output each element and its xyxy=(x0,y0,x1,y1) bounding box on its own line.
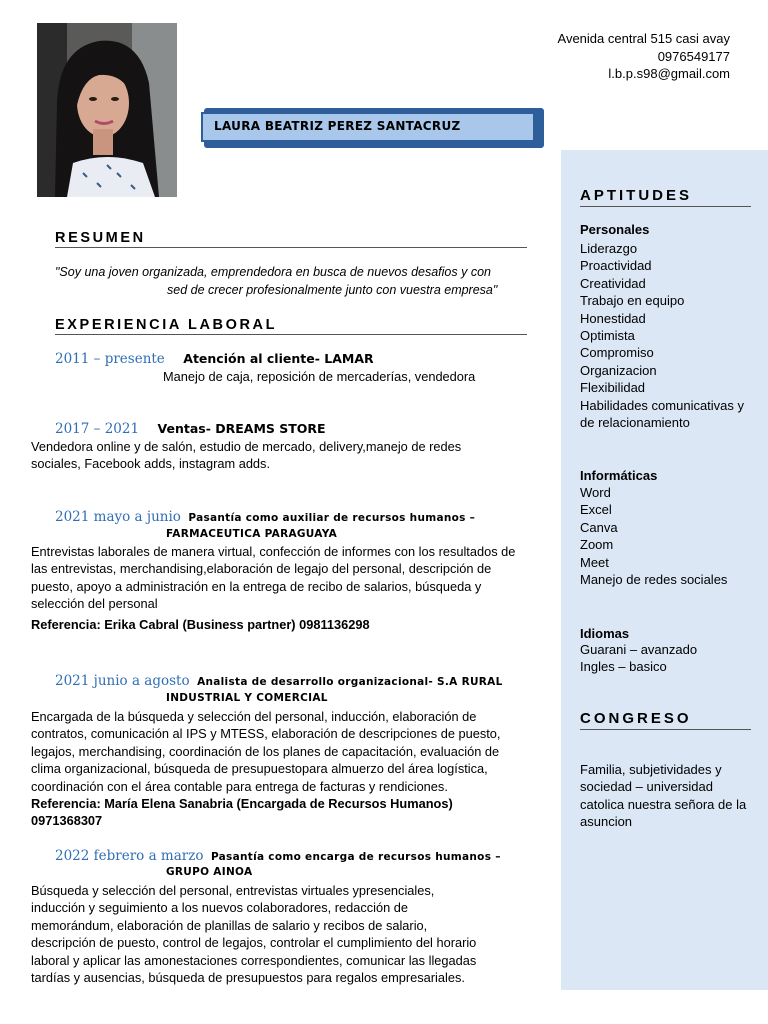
congreso-line: Familia, subjetividades y xyxy=(580,762,722,777)
list-item: Excel xyxy=(580,502,612,518)
resumen-line: sed de crecer profesionalmente junto con vuestra empresa" xyxy=(167,283,498,297)
description-line: Manejo de caja, reposición de mercaderías, vendedora xyxy=(163,369,476,384)
job-title-company: GRUPO AINOA xyxy=(166,866,253,878)
contact-info xyxy=(558,30,730,83)
resumen-quote xyxy=(55,263,525,299)
description-line: laboral y aplicar las amonestaciones correspondientes, comunicar las llegadas xyxy=(31,952,477,968)
job-title: Pasantía como encarga de recursos humanos – xyxy=(210,851,501,863)
description-line: memorándum, elaboración de planillas de salario y recibos de salario, xyxy=(31,917,428,933)
full-name: LAURA BEATRIZ PEREZ SANTACRUZ xyxy=(214,119,461,133)
aptitudes-heading: APTITUDES xyxy=(580,187,751,207)
job-title: Pasantía como auxiliar de recursos humanos – xyxy=(188,512,476,524)
job-reference: Referencia: María Elena Sanabria (Encargada de Recursos Humanos) xyxy=(31,796,453,812)
list-item: Manejo de redes sociales xyxy=(580,572,728,588)
job-date: 2021 mayo a junio xyxy=(55,509,181,525)
description-line: Entrevistas laborales de manera virtual, confección de informes con los resultados de xyxy=(31,544,516,559)
list-item: Canva xyxy=(580,519,618,535)
job-title: Analista de desarrollo organizacional- S.A RURAL xyxy=(197,676,503,688)
job-title-company: INDUSTRIAL Y COMERCIAL xyxy=(166,692,328,704)
congreso-line: sociedad – universidad xyxy=(580,779,713,795)
congreso-heading: CONGRESO xyxy=(580,710,751,730)
experiencia-heading: EXPERIENCIA LABORAL xyxy=(55,317,527,335)
list-item: Flexibilidad xyxy=(580,380,646,396)
description-line: selección del personal xyxy=(31,596,158,612)
list-item: Creatividad xyxy=(580,275,646,291)
description-line: las entrevistas, merchandising,elaboración de legajo del personal, descripción de xyxy=(31,561,492,577)
phone: 0976549177 xyxy=(657,48,730,64)
job-description xyxy=(31,882,476,986)
list-item: Meet xyxy=(580,554,609,570)
job-entry xyxy=(55,420,326,438)
job-title: Ventas- DREAMS STORE xyxy=(157,421,326,436)
idiomas-title: Idiomas xyxy=(580,626,630,641)
description-line: contratos, comunicación al IPS y MTESS, elaboración de descripciones de puesto, xyxy=(31,726,501,742)
list-item: de relacionamiento xyxy=(580,415,690,431)
congreso-line: catolica nuestra señora de la xyxy=(580,796,747,812)
job-title-company: FARMACEUTICA PARAGUAYA xyxy=(166,528,338,540)
address: Avenida central 515 casi avay xyxy=(557,31,730,46)
description-line: legajos, merchandising, coordinación de los planes de capacitación, evaluación de xyxy=(31,743,500,759)
list-item: Trabajo en equipo xyxy=(580,293,685,309)
job-entry xyxy=(55,508,475,526)
job-title: Atención al cliente- LAMAR xyxy=(183,351,374,366)
description-line: Vendedora online y de salón, estudio de mercado, delivery,manejo de redes xyxy=(31,439,462,454)
list-item: Ingles – basico xyxy=(580,659,667,675)
job-entry xyxy=(55,847,501,865)
job-entry xyxy=(55,350,374,368)
description-line: Encargada de la búsqueda y selección del personal, inducción, elaboración de xyxy=(31,709,477,724)
congreso-text xyxy=(580,761,755,831)
portrait-image xyxy=(37,23,177,197)
job-reference: Referencia: Erika Cabral (Business partner) 0981136298 xyxy=(31,616,370,632)
informaticas-list xyxy=(580,484,755,588)
job-entry xyxy=(55,672,503,690)
list-item: Honestidad xyxy=(580,310,646,326)
job-date: 2017 – 2021 xyxy=(55,421,140,437)
job-description xyxy=(31,708,500,830)
description-line: puesto, apoyo a administración en la entrega de recibo de salarios, búsqueda y xyxy=(31,578,482,594)
description-line: tardías y ausencias, búsqueda de presupuestos para regalos empresariales. xyxy=(31,970,465,986)
personales-title: Personales xyxy=(580,222,650,237)
congreso-line: asuncion xyxy=(580,814,633,830)
description-line: coordinación con el área contable para entrega de facturas y rendiciones. xyxy=(31,778,448,794)
list-item: Compromiso xyxy=(580,345,654,361)
job-description xyxy=(31,543,515,633)
description-line: clima organizacional, búsqueda de presupuestopara almuerzo del área logística, xyxy=(31,761,488,777)
job-description xyxy=(163,368,475,385)
description-line: descripción de puesto, control de legajos, controlar el cumplimiento del horario xyxy=(31,935,477,951)
job-date: 2022 febrero a marzo xyxy=(55,848,204,864)
resumen-line: "Soy una joven organizada, emprendedora en busca de nuevos desafios y con xyxy=(55,265,491,279)
list-item: Word xyxy=(580,485,611,500)
list-item: Habilidades comunicativas y xyxy=(580,397,745,413)
list-item: Liderazgo xyxy=(580,241,638,256)
list-item: Proactividad xyxy=(580,258,652,274)
job-reference-phone: 0971368307 xyxy=(31,813,103,829)
list-item: Zoom xyxy=(580,537,614,553)
email: l.b.p.s98@gmail.com xyxy=(608,66,730,81)
name-banner xyxy=(198,108,544,148)
personales-list xyxy=(580,240,755,431)
profile-photo xyxy=(37,23,177,197)
list-item: Optimista xyxy=(580,328,635,344)
job-date: 2011 – presente xyxy=(55,351,165,367)
job-description xyxy=(31,438,461,473)
idiomas-list xyxy=(580,641,755,676)
informaticas-title: Informáticas xyxy=(580,468,658,483)
job-date: 2021 junio a agosto xyxy=(55,673,190,689)
description-line: sociales, Facebook adds, instagram adds. xyxy=(31,456,271,472)
list-item: Guarani – avanzado xyxy=(580,642,698,657)
description-line: inducción y seguimiento a los nuevos colaboradores, redacción de xyxy=(31,900,409,916)
list-item: Organizacion xyxy=(580,362,657,378)
description-line: Búsqueda y selección del personal, entrevistas virtuales ypresenciales, xyxy=(31,883,435,898)
resumen-heading: RESUMEN xyxy=(55,230,527,248)
sidebar xyxy=(561,150,768,990)
